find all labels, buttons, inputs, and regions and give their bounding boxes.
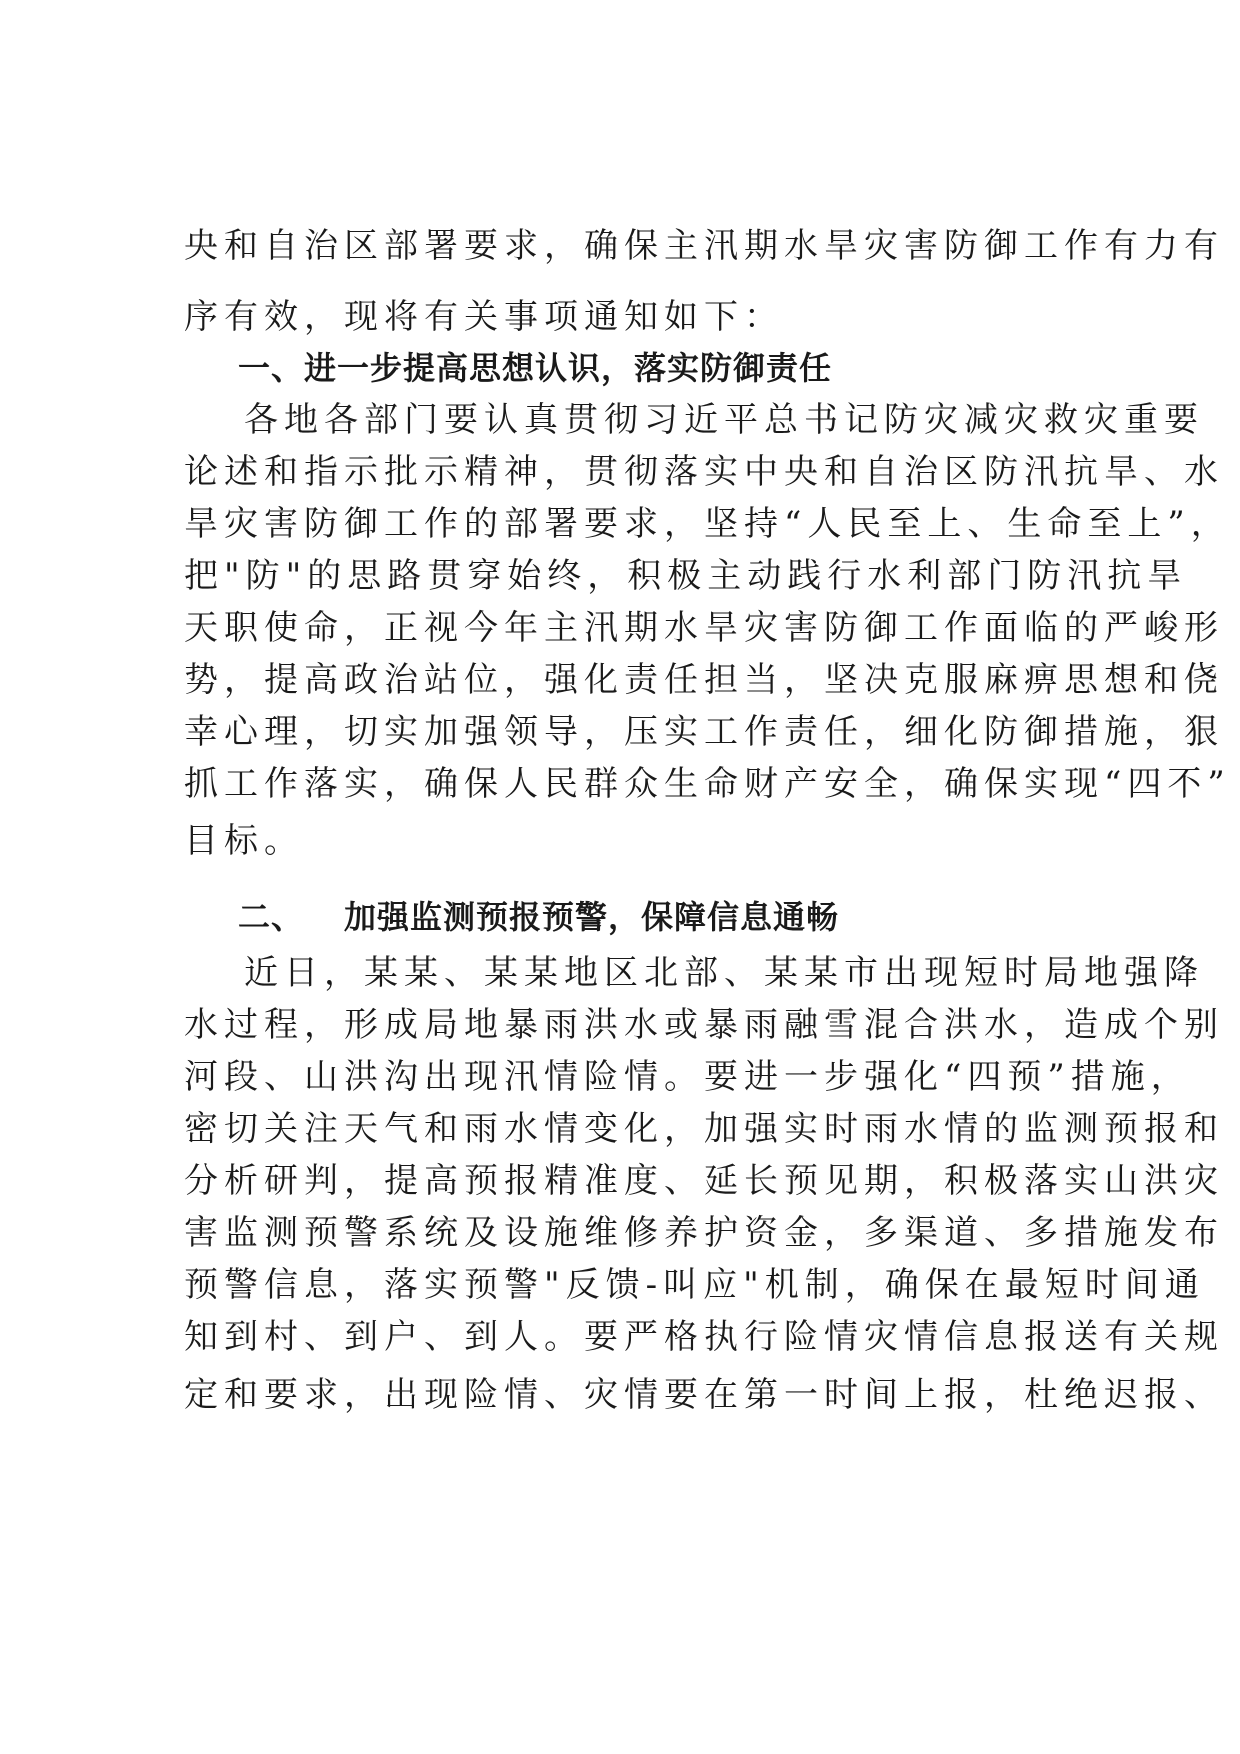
body-text-line: 势，提高政治站位，强化责任担当，坚决克服麻痹思想和侥 [184, 660, 1224, 700]
body-text-line: 各地各部门要认真贯彻习近平总书记防灾减灾救灾重要 [244, 400, 1204, 440]
section-heading-2-number: 二、 [238, 898, 305, 936]
body-text-line: 抓工作落实，确保人民群众生命财产安全，确保实现“四不” [184, 764, 1231, 804]
body-text-line: 目标。 [184, 821, 304, 861]
body-text-line: 旱灾害防御工作的部署要求，坚持“人民至上、生命至上”， [184, 504, 1231, 544]
body-text-line: 天职使命，正视今年主汛期水旱灾害防御工作面临的严峻形 [184, 608, 1224, 648]
section-heading-2-text: 加强监测预报预警，保障信息通畅 [344, 898, 840, 936]
body-text-line: 序有效，现将有关事项通知如下： [184, 297, 784, 337]
body-text-line: 河段、山洪沟出现汛情险情。要进一步强化“四预”措施， [184, 1057, 1191, 1097]
body-text-line: 水过程，形成局地暴雨洪水或暴雨融雪混合洪水，造成个别 [184, 1005, 1224, 1045]
body-text-line: 央和自治区部署要求，确保主汛期水旱灾害防御工作有力有 [184, 226, 1224, 266]
body-text-line: 论述和指示批示精神，贯彻落实中央和自治区防汛抗旱、水 [184, 452, 1224, 492]
body-text-line: 预警信息，落实预警"反馈-叫应"机制，确保在最短时间通 [184, 1265, 1205, 1305]
body-text-line: 幸心理，切实加强领导，压实工作责任，细化防御措施，狠 [184, 712, 1224, 752]
body-text-line: 密切关注天气和雨水情变化，加强实时雨水情的监测预报和 [184, 1109, 1224, 1149]
body-text-line: 害监测预警系统及设施维修养护资金，多渠道、多措施发布 [184, 1213, 1224, 1253]
body-text-line: 知到村、到户、到人。要严格执行险情灾情信息报送有关规 [184, 1317, 1224, 1357]
section-heading-2 [238, 892, 839, 942]
body-text-line: 定和要求，出现险情、灾情要在第一时间上报，杜绝迟报、 [184, 1375, 1224, 1415]
body-text-line: 分析研判，提高预报精准度、延长预见期，积极落实山洪灾 [184, 1161, 1224, 1201]
body-text-line: 把"防"的思路贯穿始终，积极主动践行水利部门防汛抗旱 [184, 556, 1188, 596]
body-text-line: 近日，某某、某某地区北部、某某市出现短时局地强降 [244, 953, 1204, 993]
section-heading-1: 一、进一步提高思想认识，落实防御责任 [238, 349, 833, 387]
